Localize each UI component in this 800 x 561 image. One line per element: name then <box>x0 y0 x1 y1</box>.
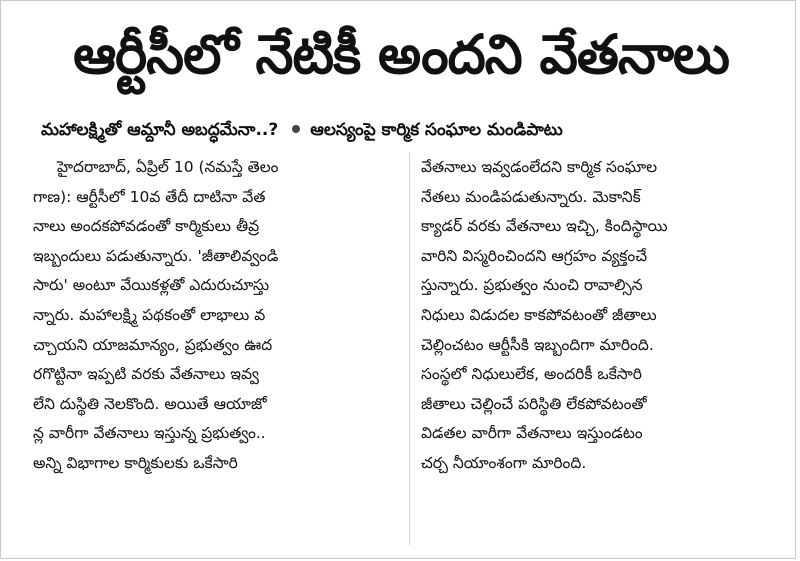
article-line: చ్చాయని యాజమాన్యం, ప్రభుత్వం ఊద <box>33 335 273 354</box>
article-line: లేని దుస్థితి నెలకొంది. అయితే ఆయాజో <box>33 394 267 413</box>
article-line: చర్చ నీయాంశంగా మారింది. <box>421 453 587 472</box>
article-line: న్ల వారీగా వేతనాలు ఇస్తున్న ప్రభుత్వం.. <box>33 424 266 443</box>
column-divider <box>409 153 410 545</box>
article-column-right <box>421 153 783 553</box>
article-line: వారిని విస్మరించిందని ఆగ్రహం వ్యక్తంచే <box>421 246 648 265</box>
article-line: సంస్థలో నిధులులేక, అందరికీ ఒకేసారి <box>421 365 642 384</box>
article-line: విడతల వారీగా వేతనాలు ఇస్తుండటం <box>421 424 643 443</box>
article-line: హైదరాబాద్, ఏప్రిల్ 10 (నమస్తే తెలం <box>57 158 279 176</box>
article-line: నేతలు మండిపడుతున్నారు. మెకానిక్ <box>421 187 641 206</box>
subheadline-2: ఆలస్యంపై కార్మిక సంఘాల మండిపాటు <box>310 120 563 140</box>
headline: ఆర్టీసీలో నేటికీ అందని వేతనాలు <box>73 23 729 86</box>
article-line: జీతాలు చెల్లించే పరిస్థితి లేకపోవటంతో <box>421 394 647 413</box>
article-line: ఇబ్బందులు పడుతున్నారు. 'జీతాలివ్వండి <box>33 246 279 265</box>
article-line: గాణ): ఆర్టీసీలో 10వ తేదీ దాటినా వేత <box>33 187 266 206</box>
subheadline-1: మహాలక్ష్మితో ఆమ్దానీ అబద్ధమేనా..? <box>41 120 279 140</box>
article-line: నిధులు విడుదల కాకపోవటంతో జీతాలు <box>421 305 657 324</box>
article-column-left <box>33 153 399 553</box>
article-line: అన్ని విభాగాల కార్మికులకు ఒకేసారి <box>33 453 238 472</box>
article-line: రగొట్టినా ఇప్పటి వరకు వేతనాలు ఇవ్వ <box>33 365 259 384</box>
article-line: క్యాడర్ వరకు వేతనాలు ఇచ్చి, కిందిస్థాయి <box>421 217 668 236</box>
article-line: నాలు అందకపోవడంతో కార్మికులు తీవ్ర <box>33 217 260 236</box>
article-line: సారు' అంటూ వేయికళ్లతో ఎదురుచూస్తు <box>33 276 270 295</box>
subheadline-row <box>41 115 781 145</box>
article-line: స్తున్నారు. ప్రభుత్వం నుంచి రావాల్సిన <box>421 276 643 295</box>
article-line: న్నారు. మహాలక్ష్మి పథకంతో లాభాలు వ <box>33 305 266 324</box>
article-line: చెల్లించటం ఆర్టీసీకి ఇబ్బందిగా మారింది. <box>421 335 654 354</box>
article-line: వేతనాలు ఇవ్వడంలేదని కార్మిక సంఘాల <box>421 158 658 176</box>
bullet-icon <box>292 125 300 133</box>
